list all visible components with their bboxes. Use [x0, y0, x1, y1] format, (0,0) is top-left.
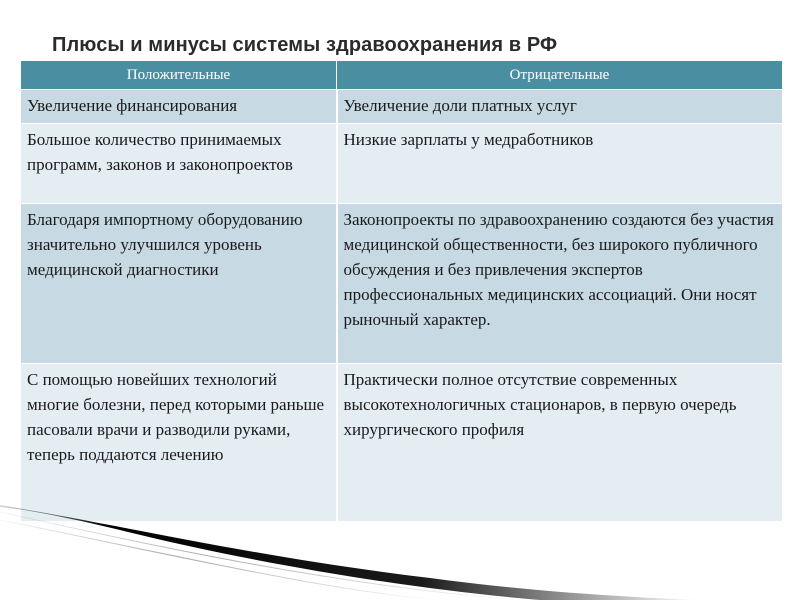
negative-cell: Низкие зарплаты у медработников: [337, 124, 783, 204]
positive-cell: Большое количество принимаемых программ, законов и законопроектов: [21, 124, 337, 204]
pros-cons-table: [20, 60, 783, 522]
negative-cell: Практически полное отсутствие современных высокотехнологичных стационаров, в первую очередь хирургического профиля: [337, 364, 783, 522]
positive-cell: Увеличение финансирования: [21, 90, 337, 124]
table-header-row: [21, 61, 783, 90]
positive-cell: Благодаря импортному оборудованию значительно улучшился уровень медицинской диагностики: [21, 204, 337, 364]
header-negative: Отрицательные: [337, 61, 783, 90]
table-row: [21, 364, 783, 522]
table-row: [21, 90, 783, 124]
positive-cell: С помощью новейших технологий многие болезни, перед которыми раньше пасовали врачи и разводили руками, теперь поддаются лечению: [21, 364, 337, 522]
header-positive: Положительные: [21, 61, 337, 90]
slide-title: Плюсы и минусы системы здравоохранения в РФ: [52, 34, 558, 56]
table-row: [21, 124, 783, 204]
negative-cell: Увеличение доли платных услуг: [337, 90, 783, 124]
negative-cell: Законопроекты по здравоохранению создаются без участия медицинской общественности, без широкого публичного обсуждения и без привлечения экспертов профессиональных медицинских ассоциаций. Они носят рыночный характер.: [337, 204, 783, 364]
table-row: [21, 204, 783, 364]
